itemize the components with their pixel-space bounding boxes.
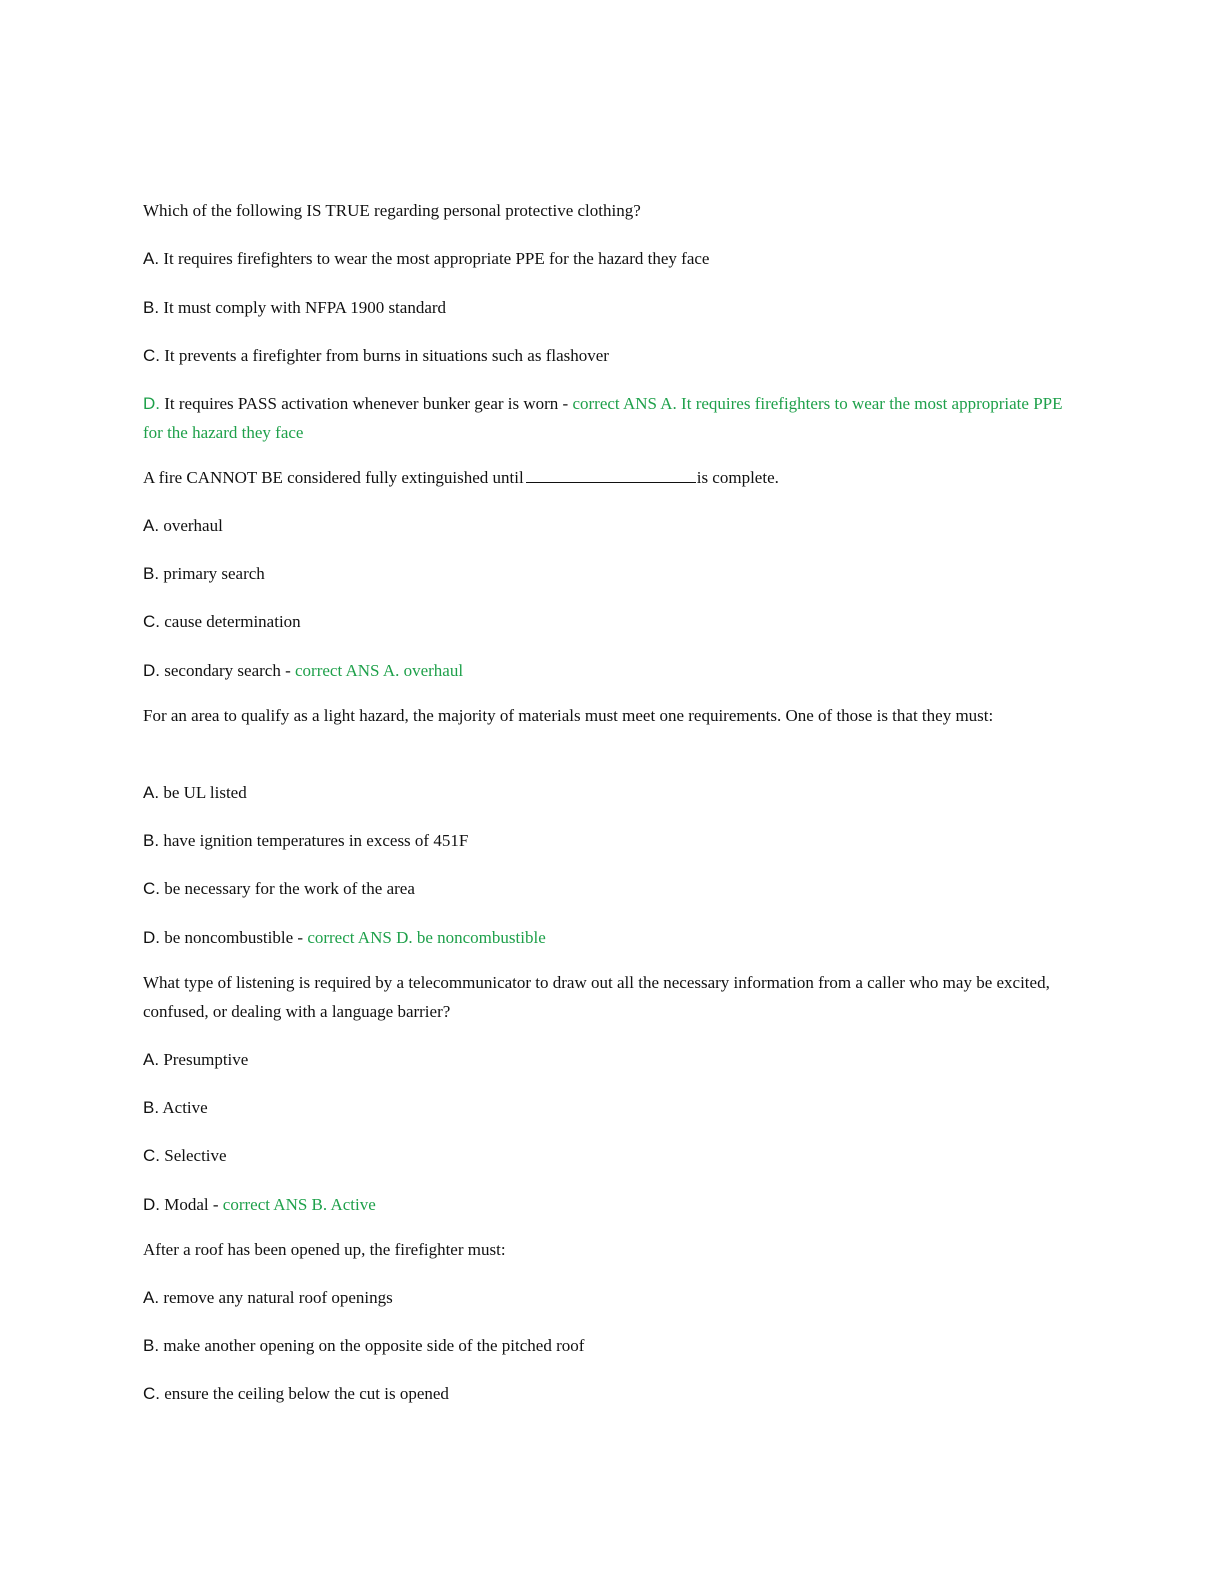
question-5-option-a [143, 1283, 1063, 1312]
option-letter: C. [143, 346, 160, 365]
option-letter: D. [143, 394, 160, 413]
question-text-start: A fire CANNOT BE considered fully extinguished until [143, 468, 524, 487]
option-text: have ignition temperatures in excess of 451F [163, 831, 469, 850]
option-letter: D. [143, 928, 160, 947]
option-text: secondary search - [164, 661, 295, 680]
question-3-option-a [143, 778, 1063, 807]
option-text: It requires PASS activation whenever bunker gear is worn - [164, 394, 573, 413]
option-text: It must comply with NFPA 1900 standard [163, 298, 447, 317]
question-4-option-c [143, 1141, 1063, 1170]
option-letter: B. [143, 831, 160, 850]
question-3-prompt [143, 701, 1063, 730]
question-text: What type of listening is required by a telecommunicator to draw out all the necessary information from a caller who may be excited, confused, or dealing with a language barrier? [143, 973, 1050, 1021]
question-4-option-b [143, 1093, 1063, 1122]
question-1-option-b [143, 293, 1063, 322]
option-letter: A. [143, 1288, 160, 1307]
question-2-option-b [143, 559, 1063, 588]
correct-answer: correct ANS D. be noncombustible [307, 928, 546, 947]
option-text: primary search [163, 564, 265, 583]
question-5-option-b [143, 1331, 1063, 1360]
option-text: overhaul [163, 516, 223, 535]
question-text: For an area to qualify as a light hazard, the majority of materials must meet one requirements. One of those is that they must: [143, 706, 994, 725]
correct-answer: correct ANS A. overhaul [295, 661, 464, 680]
option-letter: D. [143, 1195, 160, 1214]
option-letter: C. [143, 1384, 160, 1403]
option-text: be noncombustible - [164, 928, 308, 947]
question-2-option-c [143, 607, 1063, 636]
option-letter: B. [143, 564, 160, 583]
option-letter: A. [143, 516, 160, 535]
option-text: make another opening on the opposite side of the pitched roof [163, 1336, 585, 1355]
option-letter: B. [143, 298, 160, 317]
option-text: cause determination [164, 612, 301, 631]
option-text: Presumptive [163, 1050, 249, 1069]
option-letter: A. [143, 783, 160, 802]
option-text: Active [162, 1098, 208, 1117]
fill-in-blank [526, 468, 696, 483]
option-letter: A. [143, 249, 160, 268]
question-4-option-a [143, 1045, 1063, 1074]
option-letter: A. [143, 1050, 160, 1069]
question-2-option-a [143, 511, 1063, 540]
option-text: be necessary for the work of the area [164, 879, 415, 898]
question-text: After a roof has been opened up, the firefighter must: [143, 1240, 506, 1259]
question-1-option-a [143, 244, 1063, 273]
question-2-prompt [143, 463, 1063, 492]
option-text: It prevents a firefighter from burns in situations such as flashover [164, 346, 609, 365]
option-text: Selective [164, 1146, 227, 1165]
question-text: Which of the following IS TRUE regarding personal protective clothing? [143, 201, 641, 220]
question-4-option-d [143, 1190, 1063, 1219]
question-5-prompt [143, 1235, 1063, 1264]
option-text: ensure the ceiling below the cut is opened [164, 1384, 449, 1403]
question-3-option-d [143, 923, 1063, 952]
option-letter: B. [143, 1336, 160, 1355]
question-1-option-c [143, 341, 1063, 370]
option-text: It requires firefighters to wear the most appropriate PPE for the hazard they face [163, 249, 710, 268]
question-3-option-b [143, 826, 1063, 855]
question-2-option-d [143, 656, 1063, 685]
question-3-option-c [143, 874, 1063, 903]
option-letter: C. [143, 1146, 160, 1165]
question-1-option-d [143, 389, 1063, 447]
question-4-prompt [143, 968, 1063, 1026]
question-1-prompt [143, 196, 1063, 225]
correct-answer: correct ANS B. Active [222, 1195, 376, 1214]
option-text: Modal - [164, 1195, 223, 1214]
option-text: remove any natural roof openings [163, 1288, 393, 1307]
correct-answer: correct ANS A. It requires firefighters to wear the most appropriate PPE for the hazard they face [143, 394, 1063, 442]
question-text-end: is complete. [696, 468, 779, 487]
option-letter: D. [143, 661, 160, 680]
option-letter: B. [143, 1098, 160, 1117]
option-letter: C. [143, 879, 160, 898]
option-text: be UL listed [163, 783, 247, 802]
option-letter: C. [143, 612, 160, 631]
question-5-option-c [143, 1379, 1063, 1408]
